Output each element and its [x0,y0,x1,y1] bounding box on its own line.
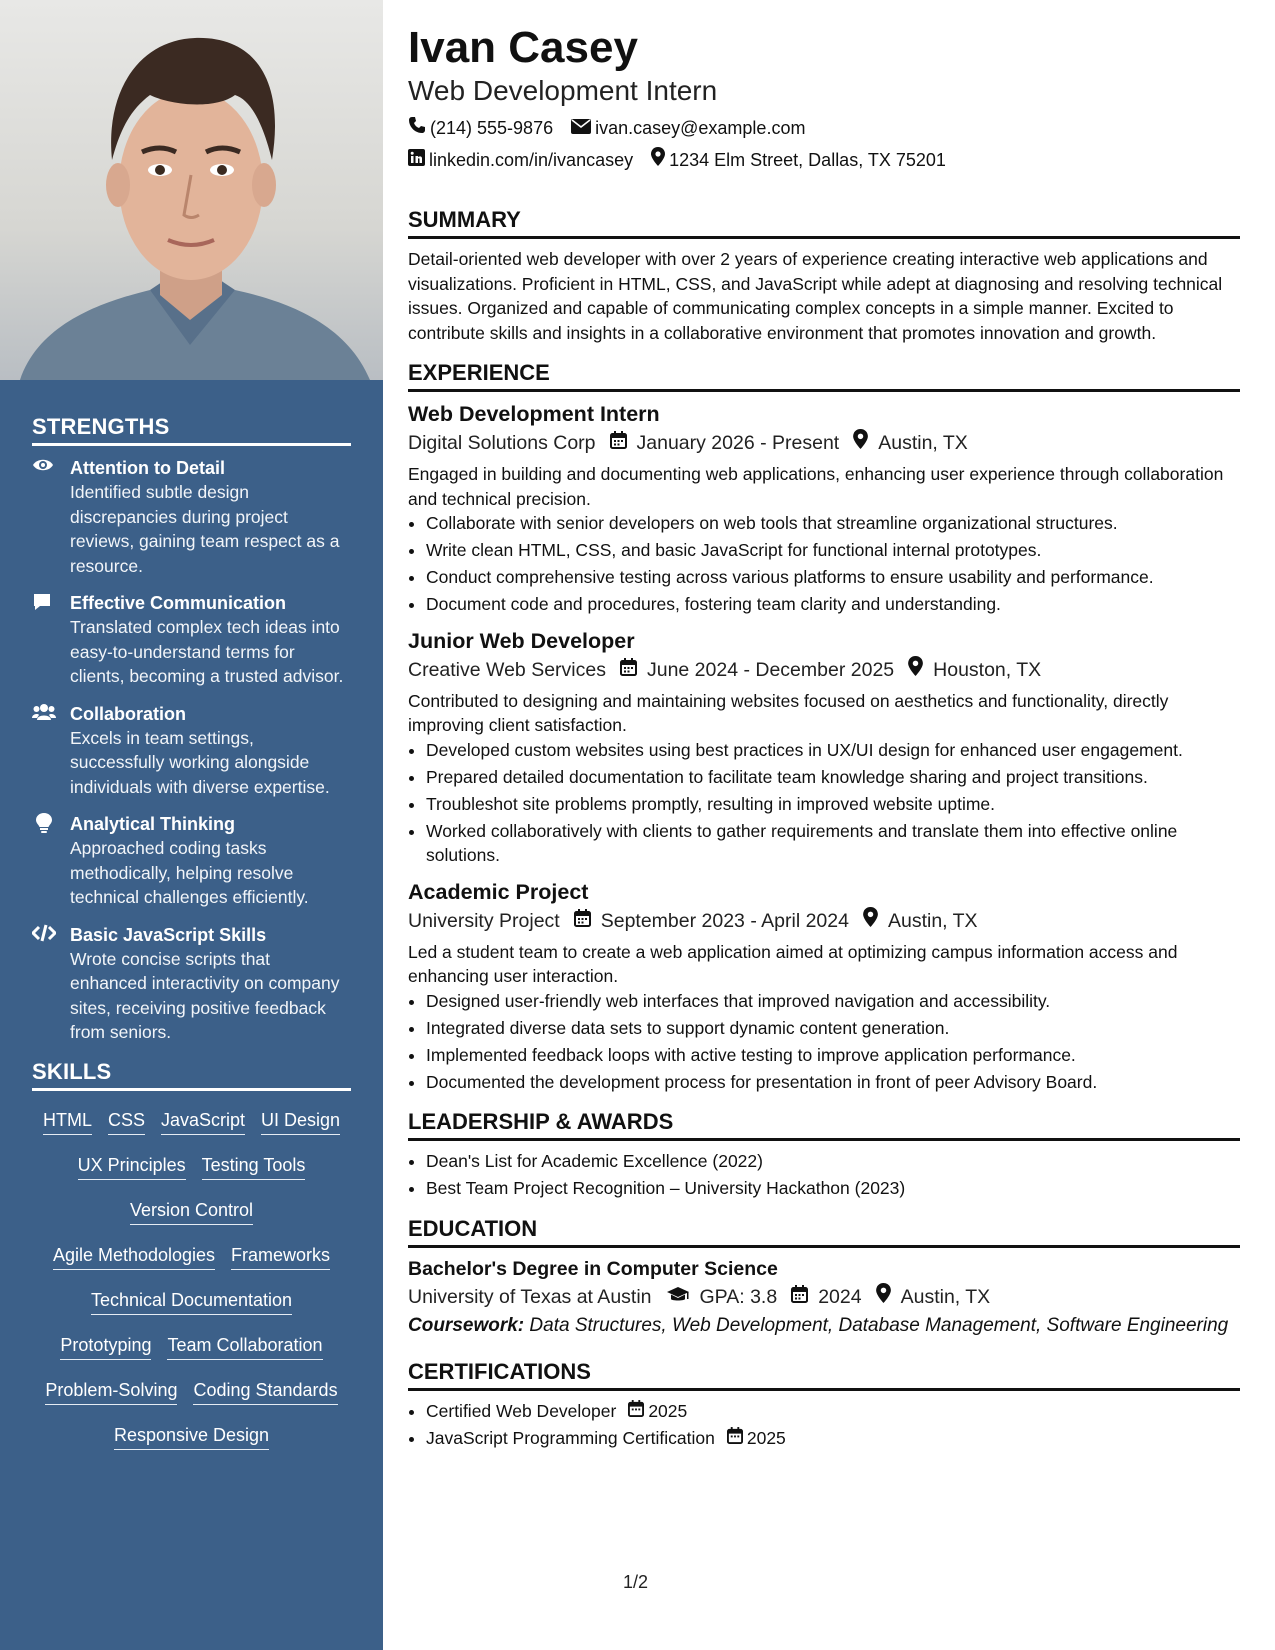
comment-icon [32,592,70,612]
skill-tag: Technical Documentation [91,1289,292,1315]
job-company: University Project [408,909,560,932]
certification-item [426,1399,1240,1424]
email-link[interactable]: ivan.casey@example.com [595,118,806,138]
job-location: Austin, TX [878,432,968,454]
job-dates: June 2024 - December 2025 [646,658,895,681]
job-entry [408,878,1240,1095]
candidate-name: Ivan Casey [408,23,638,72]
job-bullets [408,511,1240,617]
job-dates: January 2026 - Present [636,432,840,454]
job-company: Creative Web Services [408,658,606,681]
skill-tag: Version Control [130,1199,253,1225]
map-pin-icon [863,906,888,936]
skill-tag: Testing Tools [202,1154,306,1180]
bullet-item: • Troubleshot site problems promptly, resulting in improved website uptime. [426,792,1240,817]
address-text: 1234 Elm Street, Dallas, TX 75201 [669,150,946,170]
map-pin-icon [876,1282,901,1312]
certification-year: 2025 [746,1427,786,1448]
bullet-item: • Prepared detailed documentation to facilitate team knowledge sharing and project transitions. [426,765,1240,790]
users-icon [32,703,70,721]
skill-tag: UX Principles [78,1154,186,1180]
experience-section [408,359,1240,1094]
bullet-item: • Integrated diverse data sets to support dynamic content generation. [426,1016,1240,1041]
job-company: Digital Solutions Corp [408,432,596,454]
strength-item [32,923,351,1045]
bullet-item: • Best Team Project Recognition – University Hackathon (2023) [426,1176,1240,1201]
skill-tag: Agile Methodologies [53,1244,215,1270]
calendar-icon [620,655,647,685]
contact-row [408,112,1240,144]
phone-icon [408,112,430,144]
strength-item [32,702,351,800]
bullet-item: • Document code and procedures, fostering team clarity and understanding. [426,592,1240,617]
job-location: Houston, TX [933,658,1042,681]
job-title: Web Development Intern [408,402,660,426]
bullet-item: • Write clean HTML, CSS, and basic JavaScript for functional internal prototypes. [426,538,1240,563]
job-title: Academic Project [408,879,589,904]
job-entry [408,400,1240,617]
skill-tag: JavaScript [161,1109,245,1135]
school-location: Austin, TX [900,1285,991,1308]
contact-row [408,144,1240,176]
page-number: 1/2 [623,1572,649,1592]
strength-title: Effective Communication [70,593,287,613]
bullet-item: • Conduct comprehensive testing across various platforms to ensure usability and performance. [426,565,1240,590]
coursework-label: Coursework: [408,1314,525,1336]
certification-item [426,1426,1240,1451]
leadership-section [408,1108,1240,1201]
linkedin-link[interactable]: linkedin.com/in/ivancasey [429,150,634,170]
strength-title: Analytical Thinking [70,814,236,834]
bullet-item: • Documented the development process for presentation in front of peer Advisory Board. [426,1070,1240,1095]
summary-title: SUMMARY [408,206,1240,239]
skill-tag: Coding Standards [193,1379,337,1405]
strength-title: Collaboration [70,703,186,724]
calendar-icon [610,428,637,458]
sidebar [0,0,383,1650]
bullet-item: • Worked collaboratively with clients to gather requirements and translate them into effective online solutions. [426,819,1240,868]
bullet-item: • Developed custom websites using best practices in UX/UI design for enhanced user engagement. [426,738,1240,763]
calendar-icon [574,906,601,936]
code-icon [32,924,70,942]
summary-section [408,206,1240,345]
skills-title: SKILLS [32,1059,351,1091]
lightbulb-icon [32,813,70,833]
summary-text: Detail-oriented web developer with over 2 years of experience creating interactive web applications and visualizations. Proficient in HTML, CSS, and JavaScript while adept at diagnosing and resolving technical issues. Organized and capable of communicating complex concepts in a simple manner. Excited to contribute skills and insights in a collaborative environment that promotes innovation and growth. [408,249,1223,343]
map-pin-icon [853,428,878,458]
strength-item [32,591,351,689]
map-pin-icon [908,655,933,685]
bullet-item: • Implemented feedback loops with active testing to improve application performance. [426,1043,1240,1068]
calendar-icon [791,1282,818,1312]
strength-item [32,456,351,578]
profile-photo [0,0,383,380]
job-desc: Led a student team to create a web application aimed at optimizing campus information access and enhancing user interaction. [408,941,1178,986]
strength-desc: Excels in team settings, successfully working alongside individuals with diverse expertise. [70,727,330,797]
skills-list [32,1101,351,1461]
strength-title: Attention to Detail [70,458,225,478]
coursework-text: Data Structures, Web Development, Database Management, Software Engineering [529,1314,1229,1336]
skill-tag: Frameworks [231,1244,330,1270]
skill-tag: Responsive Design [114,1424,269,1450]
calendar-icon [715,1426,747,1451]
job-desc: Contributed to designing and maintaining websites focused on aesthetics and functionality, directly improving client satisfaction. [408,690,1169,735]
strength-desc: Wrote concise scripts that enhanced interactivity on company sites, receiving positive feedback from seniors. [70,948,340,1042]
coursework [408,1314,1240,1338]
strength-item [32,812,351,910]
main-content [408,22,1240,1453]
strength-title: Basic JavaScript Skills [70,924,267,945]
degree: Bachelor's Degree in Computer Science [408,1257,778,1280]
job-title: Junior Web Developer [408,628,635,653]
school-name: University of Texas at Austin [408,1285,652,1308]
graduation-cap-icon [666,1282,700,1312]
experience-title: EXPERIENCE [408,359,1240,392]
calendar-icon [616,1399,648,1424]
job-dates: September 2023 - April 2024 [600,909,849,932]
job-entry [408,627,1240,868]
map-pin-icon [651,144,669,176]
bullet-item: • Dean's List for Academic Excellence (2022) [426,1149,1240,1174]
job-desc: Engaged in building and documenting web applications, enhancing user experience through collaboration and technical precision. [408,464,1224,509]
job-bullets [408,738,1240,868]
skill-tag: Prototyping [60,1334,151,1360]
certifications-title: CERTIFICATIONS [408,1358,1240,1391]
strengths-title: STRENGTHS [32,414,351,446]
certification-name: • Certified Web Developer [426,1400,617,1421]
linkedin-icon [408,144,429,176]
certification-name: • JavaScript Programming Certification [426,1427,715,1448]
skill-tag: HTML [43,1109,92,1135]
envelope-icon [571,112,595,144]
leadership-title: LEADERSHIP & AWARDS [408,1108,1240,1141]
skill-tag: Team Collaboration [167,1334,322,1360]
skill-tag: CSS [108,1109,145,1135]
eye-icon [32,457,70,473]
certification-year: 2025 [648,1400,688,1421]
job-bullets [408,989,1240,1095]
certifications-section [408,1358,1240,1451]
graduation-year: 2024 [818,1285,862,1308]
candidate-role: Web Development Intern [408,75,718,106]
education-section [408,1215,1240,1338]
job-location: Austin, TX [887,909,978,932]
strength-desc: Identified subtle design discrepancies during project reviews, gaining team respect as a resource. [70,482,340,576]
bullet-item: • Designed user-friendly web interfaces that improved navigation and accessibility. [426,989,1240,1014]
strength-desc: Translated complex tech ideas into easy-to-understand terms for clients, becoming a trusted advisor. [70,617,344,686]
bullet-item: • Collaborate with senior developers on web tools that streamline organizational structures. [426,511,1240,536]
skill-tag: Problem-Solving [45,1379,177,1405]
education-title: EDUCATION [408,1215,1240,1248]
gpa: GPA: 3.8 [699,1285,778,1308]
strength-desc: Approached coding tasks methodically, helping resolve technical challenges efficiently. [70,838,309,907]
phone-text: (214) 555-9876 [430,118,554,138]
skill-tag: UI Design [261,1109,340,1135]
